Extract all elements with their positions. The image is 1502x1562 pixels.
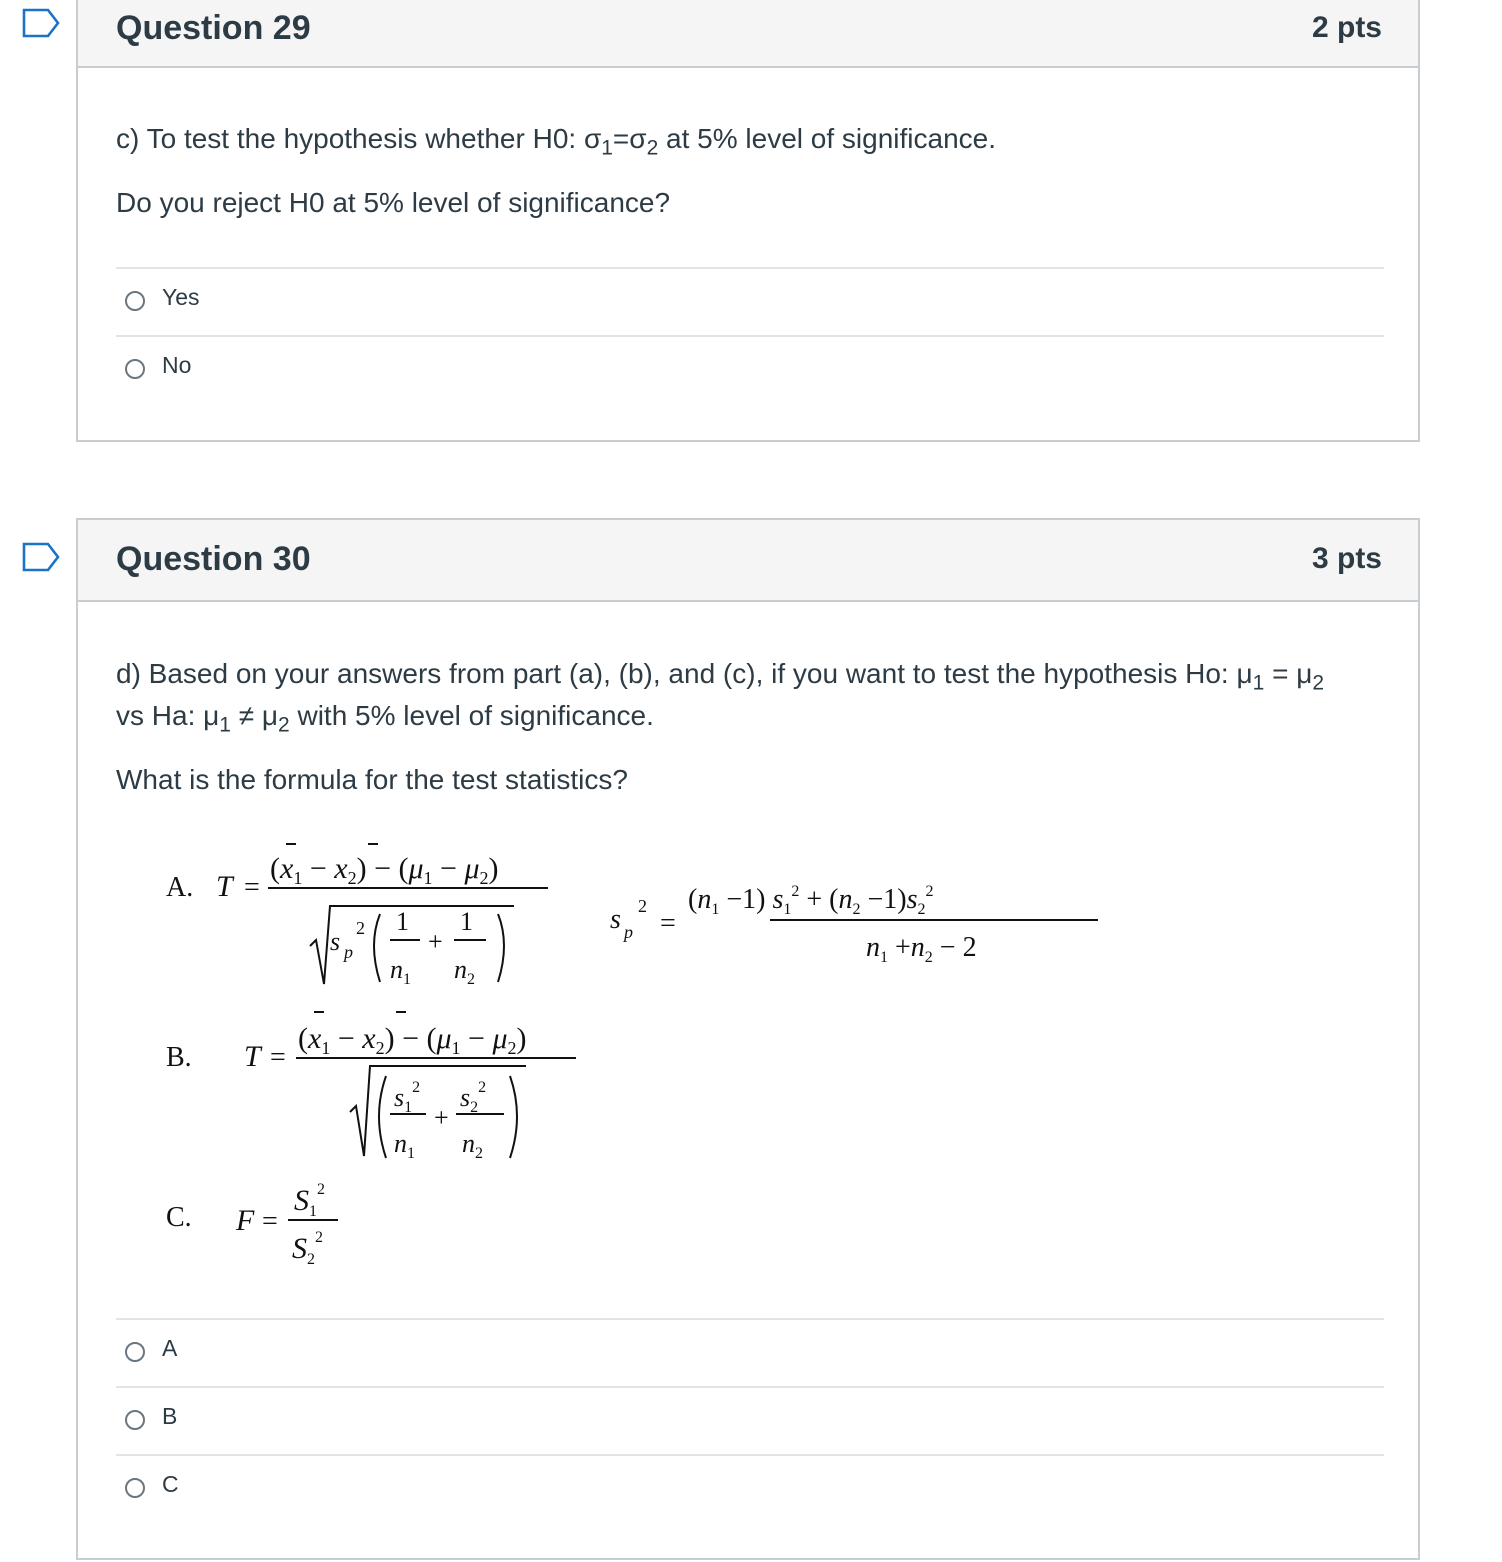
svg-text:s: s bbox=[610, 904, 621, 935]
answer-label: A bbox=[162, 1335, 178, 1361]
answer-option-c[interactable] bbox=[116, 1454, 1384, 1522]
svg-text:(x1 − x2) − (μ1 − μ2): $(x_1 - x_2) - (\mu_1 - \mu_2)$ bbox=[270, 852, 499, 888]
equals-sign: = bbox=[262, 1206, 278, 1237]
question-header bbox=[78, 0, 1418, 68]
svg-text:p: p bbox=[344, 942, 353, 962]
answer-label: No bbox=[162, 352, 192, 378]
svg-text:S22: $S_2^2$ bbox=[292, 1229, 323, 1268]
flag-icon[interactable] bbox=[22, 542, 60, 572]
answer-label: C bbox=[162, 1471, 179, 1497]
equals-sign: = bbox=[270, 1042, 286, 1073]
one-numerator: 1 bbox=[396, 907, 409, 936]
answer-label: B bbox=[162, 1403, 178, 1429]
svg-text:n1: $n_1$ bbox=[394, 1129, 415, 1162]
question-points: 3 pts bbox=[1311, 542, 1382, 575]
svg-text:s22: $s_2^2$ bbox=[460, 1079, 487, 1116]
question-prompt-line-2: vs Ha: $\mu_1 \ne \mu_2$ with 5% level of significance. bbox=[116, 700, 654, 737]
svg-text:S12: $S_1^2$ bbox=[294, 1181, 325, 1220]
svg-text:n1: $n_1$ bbox=[390, 955, 411, 988]
svg-text:s: s bbox=[330, 927, 341, 956]
question-text: What is the formula for the test statistics? bbox=[116, 764, 628, 795]
svg-text:(x1 − x2) − (μ1 − μ2): $(x_1 - x_2) - (\mu_1 - \mu_2)$ bbox=[298, 1022, 527, 1058]
question-header bbox=[78, 520, 1418, 602]
f-variable: F bbox=[236, 1204, 255, 1237]
plus-sign: + bbox=[434, 1103, 449, 1132]
svg-text:2: 2 bbox=[356, 918, 365, 938]
t-variable: T bbox=[216, 870, 233, 903]
radio-button[interactable] bbox=[125, 1478, 145, 1498]
svg-text:=: = bbox=[660, 908, 676, 939]
radio-button[interactable] bbox=[125, 291, 145, 311]
answer-label: Yes bbox=[162, 284, 200, 310]
radio-button[interactable] bbox=[125, 359, 145, 379]
question-text: Do you reject H0 at 5% level of significance? bbox=[116, 187, 671, 218]
plus-sign: + bbox=[428, 927, 443, 956]
question-points: 2 pts bbox=[1311, 11, 1382, 44]
equals-sign: = bbox=[244, 872, 260, 903]
radio-button[interactable] bbox=[125, 1342, 145, 1362]
svg-text:2: 2 bbox=[638, 896, 647, 916]
question-29 bbox=[76, 0, 1420, 442]
one-numerator: 1 bbox=[460, 907, 473, 936]
svg-text:(n1 −1) s12 + (n2 −1)s22: $(n_1 -1)$ $s_1^2$ + $(n_2 -1)s_2^2$ bbox=[688, 883, 934, 918]
answer-option-yes[interactable] bbox=[116, 267, 1384, 335]
answer-option-b[interactable] bbox=[116, 1386, 1384, 1454]
question-30 bbox=[76, 518, 1420, 1560]
question-title: Question 29 bbox=[116, 9, 311, 47]
formula-a-label: A. bbox=[166, 872, 194, 903]
svg-text:p: p bbox=[624, 922, 633, 942]
svg-text:n2: $n_2$ bbox=[454, 955, 475, 988]
question-prompt-line-1: d) Based on your answers from part (a), (b), and (c), if you want to test the hypothesis Ho: $\mu_1 = \mu_2$ bbox=[116, 658, 1325, 695]
answer-option-no[interactable] bbox=[116, 335, 1384, 403]
radio-button[interactable] bbox=[125, 1410, 145, 1430]
question-title: Question 30 bbox=[116, 540, 311, 578]
svg-text:s12: $s_1^2$ bbox=[394, 1079, 421, 1116]
svg-text:n2: $n_2$ bbox=[462, 1129, 483, 1162]
answer-option-a[interactable] bbox=[116, 1318, 1384, 1386]
svg-text:n1 +n2 − 2: $n_1 +n_2 - 2$ bbox=[866, 932, 977, 966]
t-variable: T bbox=[244, 1040, 261, 1073]
formula-b-label: B. bbox=[166, 1042, 192, 1073]
formula-c-label: C. bbox=[166, 1202, 192, 1233]
question-prompt: c) To test the hypothesis whether H0: $\sigma_1=\sigma_2$ at 5% level of significance. bbox=[116, 123, 996, 160]
formula-image bbox=[158, 822, 1118, 1282]
flag-icon[interactable] bbox=[22, 8, 60, 38]
